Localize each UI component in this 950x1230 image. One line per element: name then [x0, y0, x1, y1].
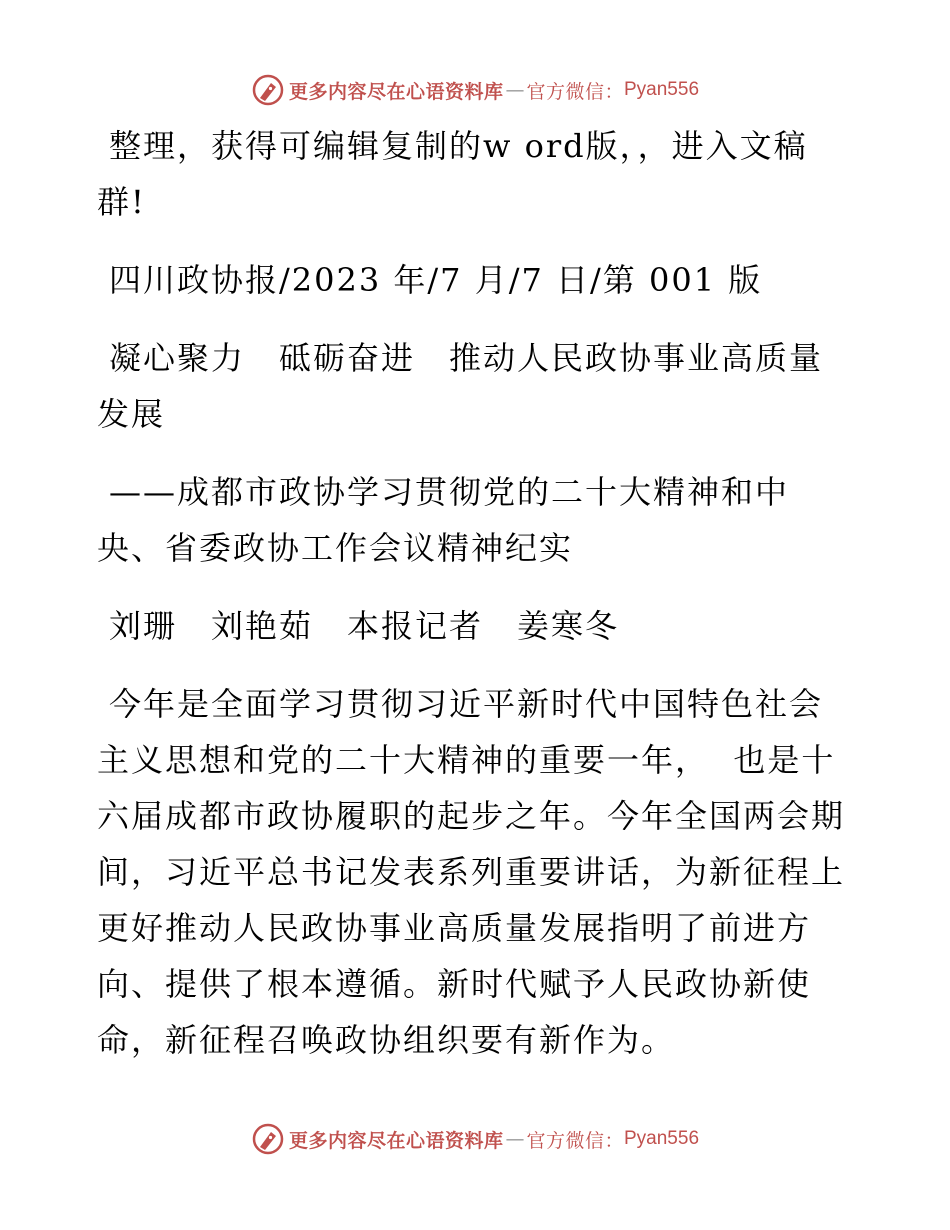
paragraph-byline [97, 598, 867, 654]
watermark-banner-bottom [0, 1117, 950, 1161]
watermark-banner-top [0, 68, 950, 112]
text-line: 央、省委政协工作会议精神纪实 [97, 529, 574, 567]
watermark-sub-text: 官方微信： [526, 80, 624, 103]
text-line: 刘珊 刘艳茹 本报记者 姜寒冬 [109, 607, 620, 645]
text-line: 间，习近平总书记发表系列重要讲话，为新征程上 [97, 853, 846, 891]
paragraph-body [97, 676, 867, 1068]
text-line: 六届成都市政协履职的起步之年。今年全国两会期 [97, 797, 846, 835]
text-line: 四川政协报/2023 年/7 月/7 日/第 001 版 [109, 261, 763, 299]
text-line: 整理，获得可编辑复制的w ord版，，进入文稿 [109, 127, 808, 165]
paragraph-source [97, 252, 867, 308]
watermark-dash: — [505, 79, 525, 101]
text-line: ——成都市政协学习贯彻党的二十大精神和中 [109, 473, 790, 511]
paragraph-subheadline [97, 464, 867, 576]
watermark-dash: — [505, 1128, 525, 1150]
text-line: 今年是全面学习贯彻习近平新时代中国特色社会 [109, 685, 824, 723]
watermark-wechat-id: Pyan556 [624, 1128, 700, 1149]
text-line: 发展 [97, 395, 166, 433]
paragraph-intro [97, 118, 867, 230]
watermark-main-text: 更多内容尽在心语资料库 [288, 1129, 504, 1152]
document-body [97, 118, 867, 1068]
text-line: 更好推动人民政协事业高质量发展指明了前进方 [97, 909, 812, 947]
text-line: 主义思想和党的二十大精神的重要一年， 也是十 [97, 741, 836, 779]
text-line: 向、提供了根本遵循。新时代赋予人民政协新使 [97, 965, 812, 1003]
paragraph-headline [97, 330, 867, 442]
text-line: 群! [97, 183, 146, 221]
watermark-main-text: 更多内容尽在心语资料库 [288, 80, 504, 103]
watermark-wechat-id: Pyan556 [624, 79, 700, 100]
pen-nib-circle-icon [251, 73, 285, 107]
text-line: 命，新征程召唤政协组织要有新作为。 [97, 1021, 676, 1059]
pen-nib-circle-icon [251, 1122, 285, 1156]
text-line: 凝心聚力 砥砺奋进 推动人民政协事业高质量 [109, 339, 824, 377]
watermark-sub-text: 官方微信： [526, 1129, 624, 1152]
